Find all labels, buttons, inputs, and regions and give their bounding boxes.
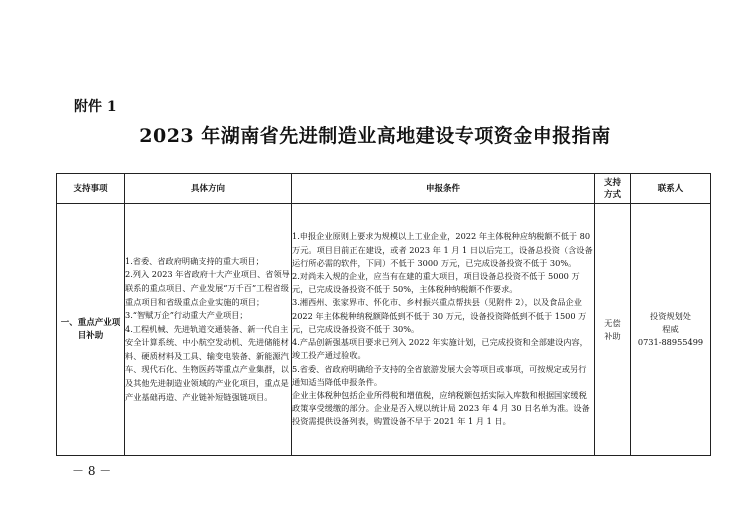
support-method-cell: 无偿 补助 — [595, 204, 631, 456]
table-header-row — [57, 174, 711, 204]
condition-note: 企业主体税种包括企业所得税和增值税，应纳税额包括实际入库数和根据国家缓税政策享受缓缴的部分。企业是否入规以统计局 2023 年 4 月 30 日名单为准。设备投资需提供设备列表，购置设备不早于 2021 年 1 月 1 日。 — [292, 389, 590, 427]
direction-item: 2.列入 2023 年省政府十大产业项目、省领导联系的重点项目、产业发展“万千百”工程省级重点项目和省级重点企业实施的项目； — [125, 269, 290, 307]
condition-item: 4.产品创新强基项目要求已列入 2022 年实施计划，已完成投资和全部建设内容，竣工投产通过验收。 — [292, 337, 588, 361]
condition-item: 1.申报企业原则上要求为规模以上工业企业，2022 年主体税种应纳税额不低于 80 万元。项目目前正在建设，或者 2023 年 1 月 1 日以后完工，设备总投资（含设备运行所必需的软件，下同）不低于 3000 万元，已完成设备投资不低于 30%。 — [292, 231, 593, 268]
header-direction: 具体方向 — [125, 174, 292, 204]
contact-department: 投资规划处 — [650, 311, 691, 321]
contact-cell — [631, 204, 711, 456]
condition-item: 5.省委、省政府明确给予支持的全省旅游发展大会等项目或事项，可按规定或另行通知适当降低申报条件。 — [292, 363, 587, 387]
direction-item: 3.“智赋万企”行动重大产业项目； — [125, 310, 248, 321]
table-row — [57, 204, 711, 456]
direction-item: 4.工程机械、先进轨道交通装备、新一代自主安全计算系统、中小航空发动机、先进储能材料、硬质材料及工具、输变电装备、新能源汽车、现代石化、生物医药等重点产业集群，以及其他先进制造业领域的产业化项目，重点是产业基础再造、产业链补短链强链项目。 — [125, 323, 289, 402]
guideline-table — [56, 173, 711, 456]
support-item-cell: 一、重点产业项目补助 — [57, 204, 125, 456]
page-number: － 8 － — [72, 464, 112, 478]
attachment-label: 附件 1 — [74, 99, 117, 115]
conditions-cell — [292, 204, 595, 456]
header-conditions: 申报条件 — [292, 174, 595, 204]
header-contact: 联系人 — [631, 174, 711, 204]
contact-phone: 0731-88955499 — [637, 337, 704, 347]
direction-cell — [125, 204, 292, 456]
condition-item: 3.湘西州、张家界市、怀化市、乡村振兴重点帮扶县（见附件 2），以及食品企业 2022 年主体税种纳税额降低到不低于 30 万元，设备投资降低到不低于 1500 万元，已完成设备投资不低于 30%。 — [292, 297, 587, 334]
header-support-item: 支持事项 — [57, 174, 125, 204]
header-method: 支持 方式 — [595, 174, 631, 204]
contact-name: 程威 — [662, 324, 679, 334]
direction-item: 1.省委、省政府明确支持的重大项目； — [125, 255, 264, 266]
condition-item: 2.对尚未入规的企业，应当有在建的重大项目，项目设备总投资不低于 5000 万元，已完成设备投资不低于 50%，主体税种纳税额不作要求。 — [292, 271, 580, 295]
document-title: 2023 年湖南省先进制造业高地建设专项资金申报指南 — [139, 125, 611, 147]
